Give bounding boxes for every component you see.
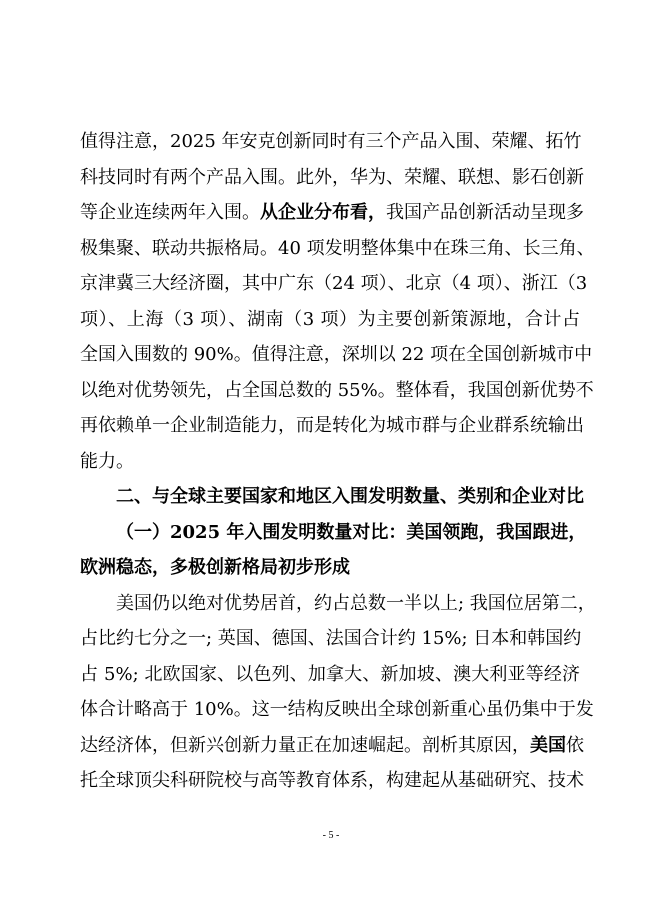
paragraph-line: 能力。 xyxy=(80,450,134,472)
paragraph-line: 值得注意，2025 年安克创新同时有三个产品入围、荣耀、拓竹 xyxy=(80,131,582,152)
paragraph-line: 全国入围数的 90%。值得注意，深圳以 22 项在全国创新城市中 xyxy=(80,344,593,365)
paragraph-line: 以绝对优势领先，占全国总数的 55%。整体看，我国创新优势不 xyxy=(80,379,594,401)
paragraph-line: 京津冀三大经济圈，其中广东（24 项）、北京（4 项）、浙江（3 xyxy=(80,273,588,294)
text-run: 达经济体，但新兴创新力量正在加速崛起。剖析其原因， xyxy=(80,734,530,756)
text-run: 等企业连续两年入围。 xyxy=(80,202,260,223)
paragraph-line: 占比约七分之一; 英国、德国、法国合计约 15%; 日本和韩国约 xyxy=(80,628,582,649)
subsection-heading-line: （一）2025 年入围发明数量对比：美国领跑，我国跟进， xyxy=(116,521,587,543)
subsection-heading-line: 欧洲稳态，多极创新格局初步形成 xyxy=(80,557,350,578)
paragraph-line: 项）、上海（3 项）、湖南（3 项）为主要创新策源地，合计占 xyxy=(80,308,580,330)
bold-text-run: 从企业分布看， xyxy=(260,202,386,223)
paragraph-line: 科技同时有两个产品入围。此外，华为、荣耀、联想、影石创新 xyxy=(80,166,584,188)
paragraph-line: 美国仍以绝对优势居首，约占总数一半以上; 我国位居第二， xyxy=(116,592,596,614)
paragraph-line: 再依赖单一企业制造能力，而是转化为城市群与企业群系统输出 xyxy=(80,415,584,436)
text-run: 我国产品创新活动呈现多 xyxy=(386,202,584,223)
paragraph-line xyxy=(80,728,584,764)
section-heading: 二、与全球主要国家和地区入围发明数量、类别和企业对比 xyxy=(116,486,584,507)
paragraph-line: 托全球顶尖科研院校与高等教育体系，构建起从基础研究、技术 xyxy=(80,770,584,791)
paragraph-line: 占 5%; 北欧国家、以色列、加拿大、新加坡、澳大利亚等经济 xyxy=(80,663,580,685)
paragraph-line: 体合计略高于 10%。这一结构反映出全球创新重心虽仍集中于发 xyxy=(80,699,594,720)
page-number: - 5 - xyxy=(322,830,340,841)
document-body xyxy=(80,124,596,799)
bold-text-run: 美国 xyxy=(530,734,566,756)
text-run: 依 xyxy=(566,734,584,756)
paragraph-line: 极集聚、联动共振格局。40 项发明整体集中在珠三角、长三角、 xyxy=(80,237,595,259)
paragraph-line xyxy=(80,195,584,231)
